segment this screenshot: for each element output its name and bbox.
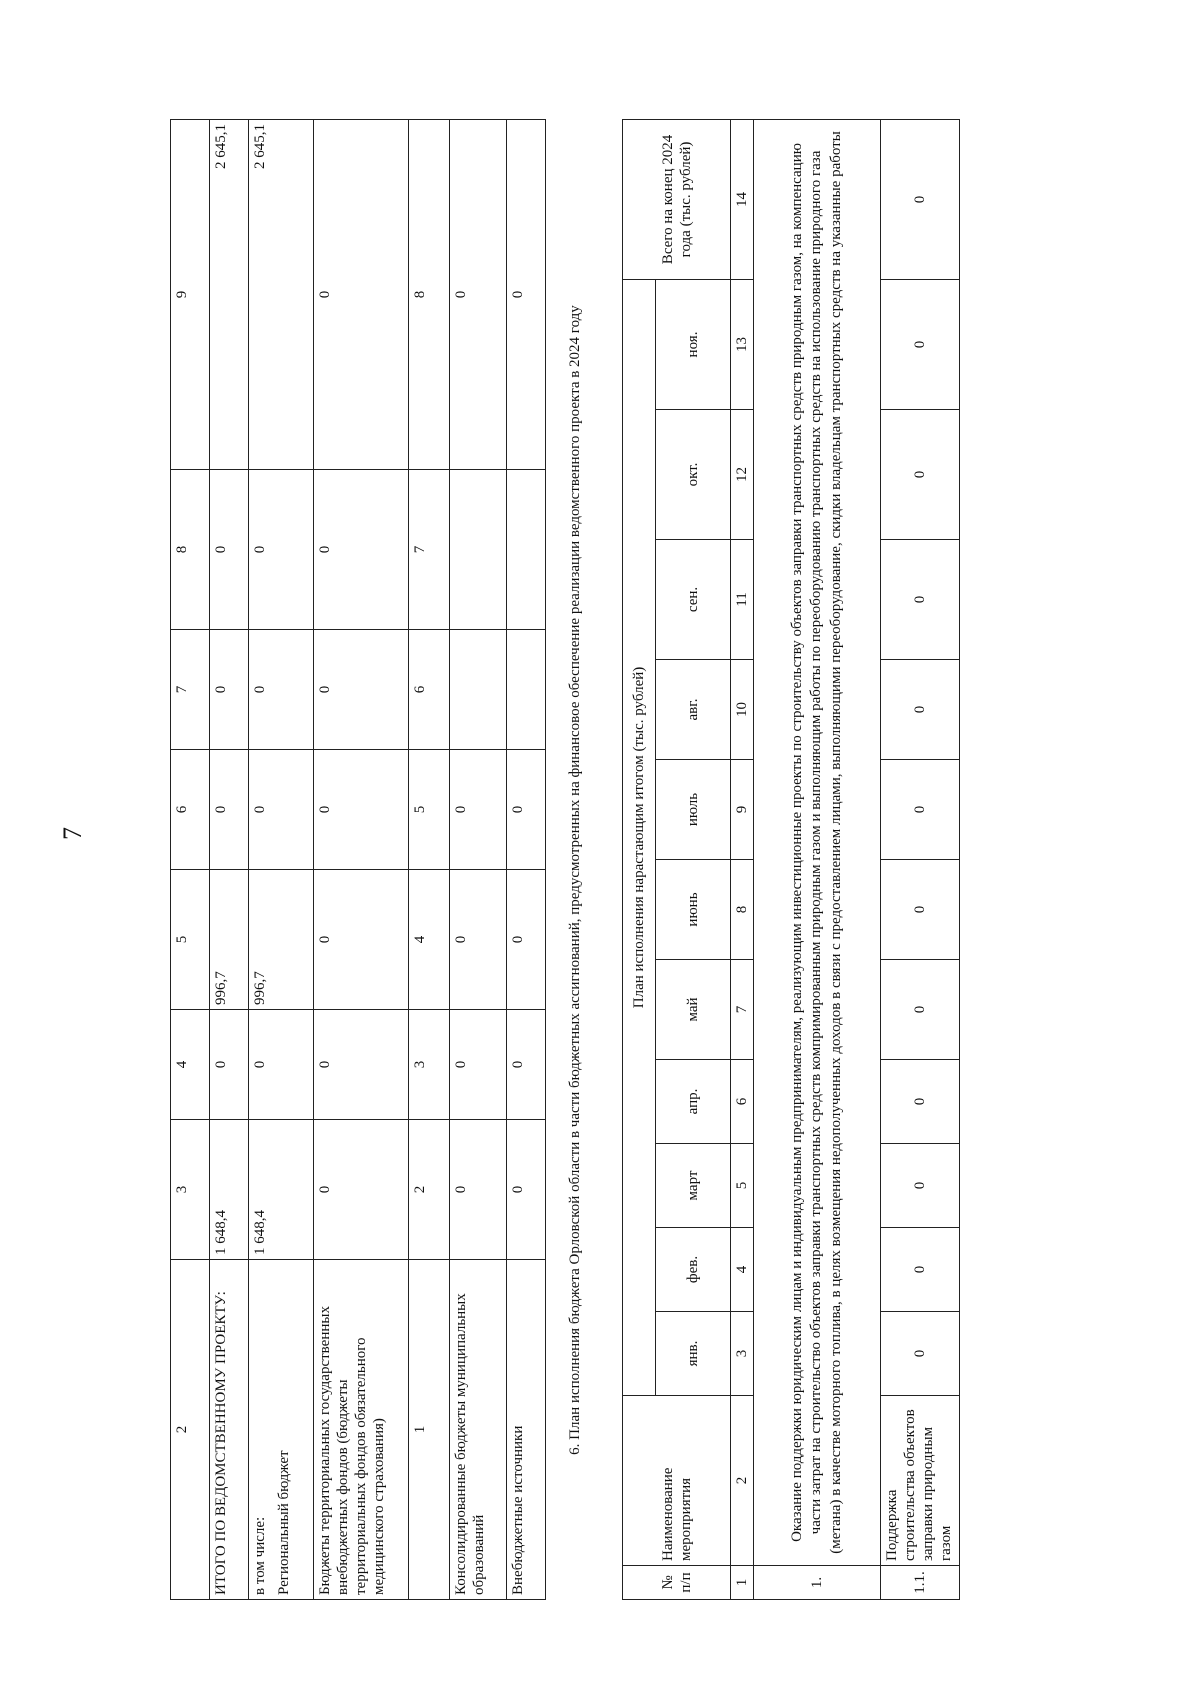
index-cell: 5	[731, 1144, 754, 1228]
cell: 0	[450, 750, 507, 870]
budget-plan-table	[622, 119, 960, 1600]
col-plan-header: План исполнения нарастающим итогом (тыс. рублей)	[623, 279, 656, 1395]
month-header: март	[656, 1144, 731, 1228]
table-index-row	[409, 120, 450, 1600]
row-label: Внебюджетные источники	[507, 1260, 546, 1600]
item-value: 0	[881, 410, 960, 540]
cell: 0	[507, 870, 546, 1010]
header-cell: 2	[171, 1260, 210, 1600]
cell	[450, 630, 507, 750]
cell: 0	[210, 1010, 249, 1120]
cell: 0	[450, 870, 507, 1010]
month-header: апр.	[656, 1060, 731, 1144]
index-cell: 8	[409, 120, 450, 470]
cell: 0	[314, 1010, 409, 1120]
cell: 0	[210, 470, 249, 630]
table-row	[507, 120, 546, 1600]
index-cell: 7	[409, 470, 450, 630]
table-header-row	[171, 120, 210, 1600]
section-title: 6. План исполнения бюджета Орловской области в части бюджетных ассигнований, предусмотренных на финансовое обеспечение реализации ведомственного проекта в 2024 году	[567, 305, 583, 1455]
row-label: ИТОГО ПО ВЕДОМСТВЕННОМУ ПРОЕКТУ:	[210, 1260, 249, 1600]
index-cell: 8	[731, 860, 754, 960]
month-header: авг.	[656, 660, 731, 760]
cell: 0	[450, 120, 507, 470]
header-cell: 3	[171, 1120, 210, 1260]
index-cell: 14	[731, 119, 754, 279]
item-value: 0	[881, 760, 960, 860]
month-header: сен.	[656, 540, 731, 660]
cell	[450, 470, 507, 630]
row-label: Консолидированные бюджеты муниципальных образований	[450, 1260, 507, 1600]
table-row	[210, 120, 249, 1600]
cell: 0	[314, 870, 409, 1010]
index-cell: 1	[731, 1566, 754, 1600]
month-header: ноя.	[656, 279, 731, 409]
item-value: 0	[881, 1144, 960, 1228]
item-value: 0	[881, 660, 960, 760]
cell: 0	[249, 1010, 314, 1120]
cell: 0	[450, 1120, 507, 1260]
task-row	[754, 119, 881, 1599]
item-row	[881, 119, 960, 1599]
index-cell: 4	[731, 1228, 754, 1312]
index-cell: 9	[731, 760, 754, 860]
header-cell: 6	[171, 750, 210, 870]
cell: 0	[249, 630, 314, 750]
table-row	[249, 120, 314, 1600]
index-cell: 3	[731, 1312, 754, 1396]
months-row	[656, 119, 731, 1599]
item-value: 0	[881, 119, 960, 279]
cell: 1 648,4	[249, 1120, 314, 1260]
cell: 0	[249, 750, 314, 870]
cell: 996,7	[249, 870, 314, 1010]
index-cell: 2	[731, 1396, 754, 1566]
cell: 0	[507, 1010, 546, 1120]
cell	[507, 470, 546, 630]
budget-summary-table	[170, 119, 546, 1600]
month-header: окт.	[656, 410, 731, 540]
cell: 0	[314, 120, 409, 470]
index-cell: 3	[409, 1010, 450, 1120]
cell: 996,7	[210, 870, 249, 1010]
page-number: 7	[58, 827, 87, 840]
item-value: 0	[881, 1060, 960, 1144]
col-total-header: Всего на конец 2024 года (тыс. рублей)	[623, 119, 731, 279]
rotated-sheet	[170, 120, 1070, 1600]
item-name: Поддержка строительства объектов заправки природным газом	[881, 1396, 960, 1566]
item-value: 0	[881, 540, 960, 660]
cell: 0	[210, 630, 249, 750]
index-cell: 12	[731, 410, 754, 540]
cell: 0	[314, 750, 409, 870]
table-row	[450, 120, 507, 1600]
cell: 2 645,1	[210, 120, 249, 470]
cell: 1 648,4	[210, 1120, 249, 1260]
cell: 0	[314, 1120, 409, 1260]
item-value: 0	[881, 1228, 960, 1312]
cell: 0	[507, 1120, 546, 1260]
index-cell: 6	[409, 630, 450, 750]
item-value: 0	[881, 1312, 960, 1396]
cell: 0	[507, 120, 546, 470]
index-cell: 5	[409, 750, 450, 870]
month-header: янв.	[656, 1312, 731, 1396]
cell: 0	[314, 630, 409, 750]
row-label	[249, 1260, 314, 1600]
header-cell: 4	[171, 1010, 210, 1120]
index-cell: 10	[731, 660, 754, 760]
cell: 2 645,1	[249, 120, 314, 470]
task-text: Оказание поддержки юридическим лицам и индивидуальным предпринимателям, реализующим инвестиционные проекты по строительству объектов заправки транспортных средств природным газом, на компенсацию части затрат на строительство объектов заправки транспортных средств компримированным природным газом и выполняющим работы по переоборудованию транспортных средств на использование природного газа (метана) в качестве моторного топлива, в целях возмещения недополученных доходов в связи с предоставлением лицами, выполняющими переоборудование, скидки владельцам транспортных средств на указанные работы	[754, 119, 881, 1565]
header-cell: 9	[171, 120, 210, 470]
cell: 0	[507, 750, 546, 870]
col-name-header: Наименование мероприятия	[623, 1396, 731, 1566]
index-cell: 7	[731, 960, 754, 1060]
row-label: Бюджеты территориальных государственных внебюджетных фондов (бюджеты территориальных фондов обязательного медицинского страхования)	[314, 1260, 409, 1600]
row-label-line: в том числе:	[252, 1516, 268, 1595]
header-cell: 7	[171, 630, 210, 750]
index-cell: 13	[731, 279, 754, 409]
task-num: 1.	[754, 1566, 881, 1600]
month-header: фев.	[656, 1228, 731, 1312]
index-cell: 1	[409, 1260, 450, 1600]
month-header: июнь	[656, 860, 731, 960]
cell: 0	[314, 470, 409, 630]
month-header: май	[656, 960, 731, 1060]
header-cell: 5	[171, 870, 210, 1010]
cell: 0	[249, 470, 314, 630]
item-value: 0	[881, 960, 960, 1060]
header-cell: 8	[171, 470, 210, 630]
col-num-header: № п/п	[623, 1566, 731, 1600]
item-num: 1.1.	[881, 1566, 960, 1600]
index-cell: 11	[731, 540, 754, 660]
plan-header-row	[623, 119, 656, 1599]
index-cell: 2	[409, 1120, 450, 1260]
index-cell: 4	[409, 870, 450, 1010]
index-cell: 6	[731, 1060, 754, 1144]
cell: 0	[210, 750, 249, 870]
row-label-line: Региональный бюджет	[276, 1450, 292, 1595]
cell	[507, 630, 546, 750]
item-value: 0	[881, 860, 960, 960]
table-row	[314, 120, 409, 1600]
month-header: июль	[656, 760, 731, 860]
cell: 0	[450, 1010, 507, 1120]
item-value: 0	[881, 279, 960, 409]
index-row	[731, 119, 754, 1599]
